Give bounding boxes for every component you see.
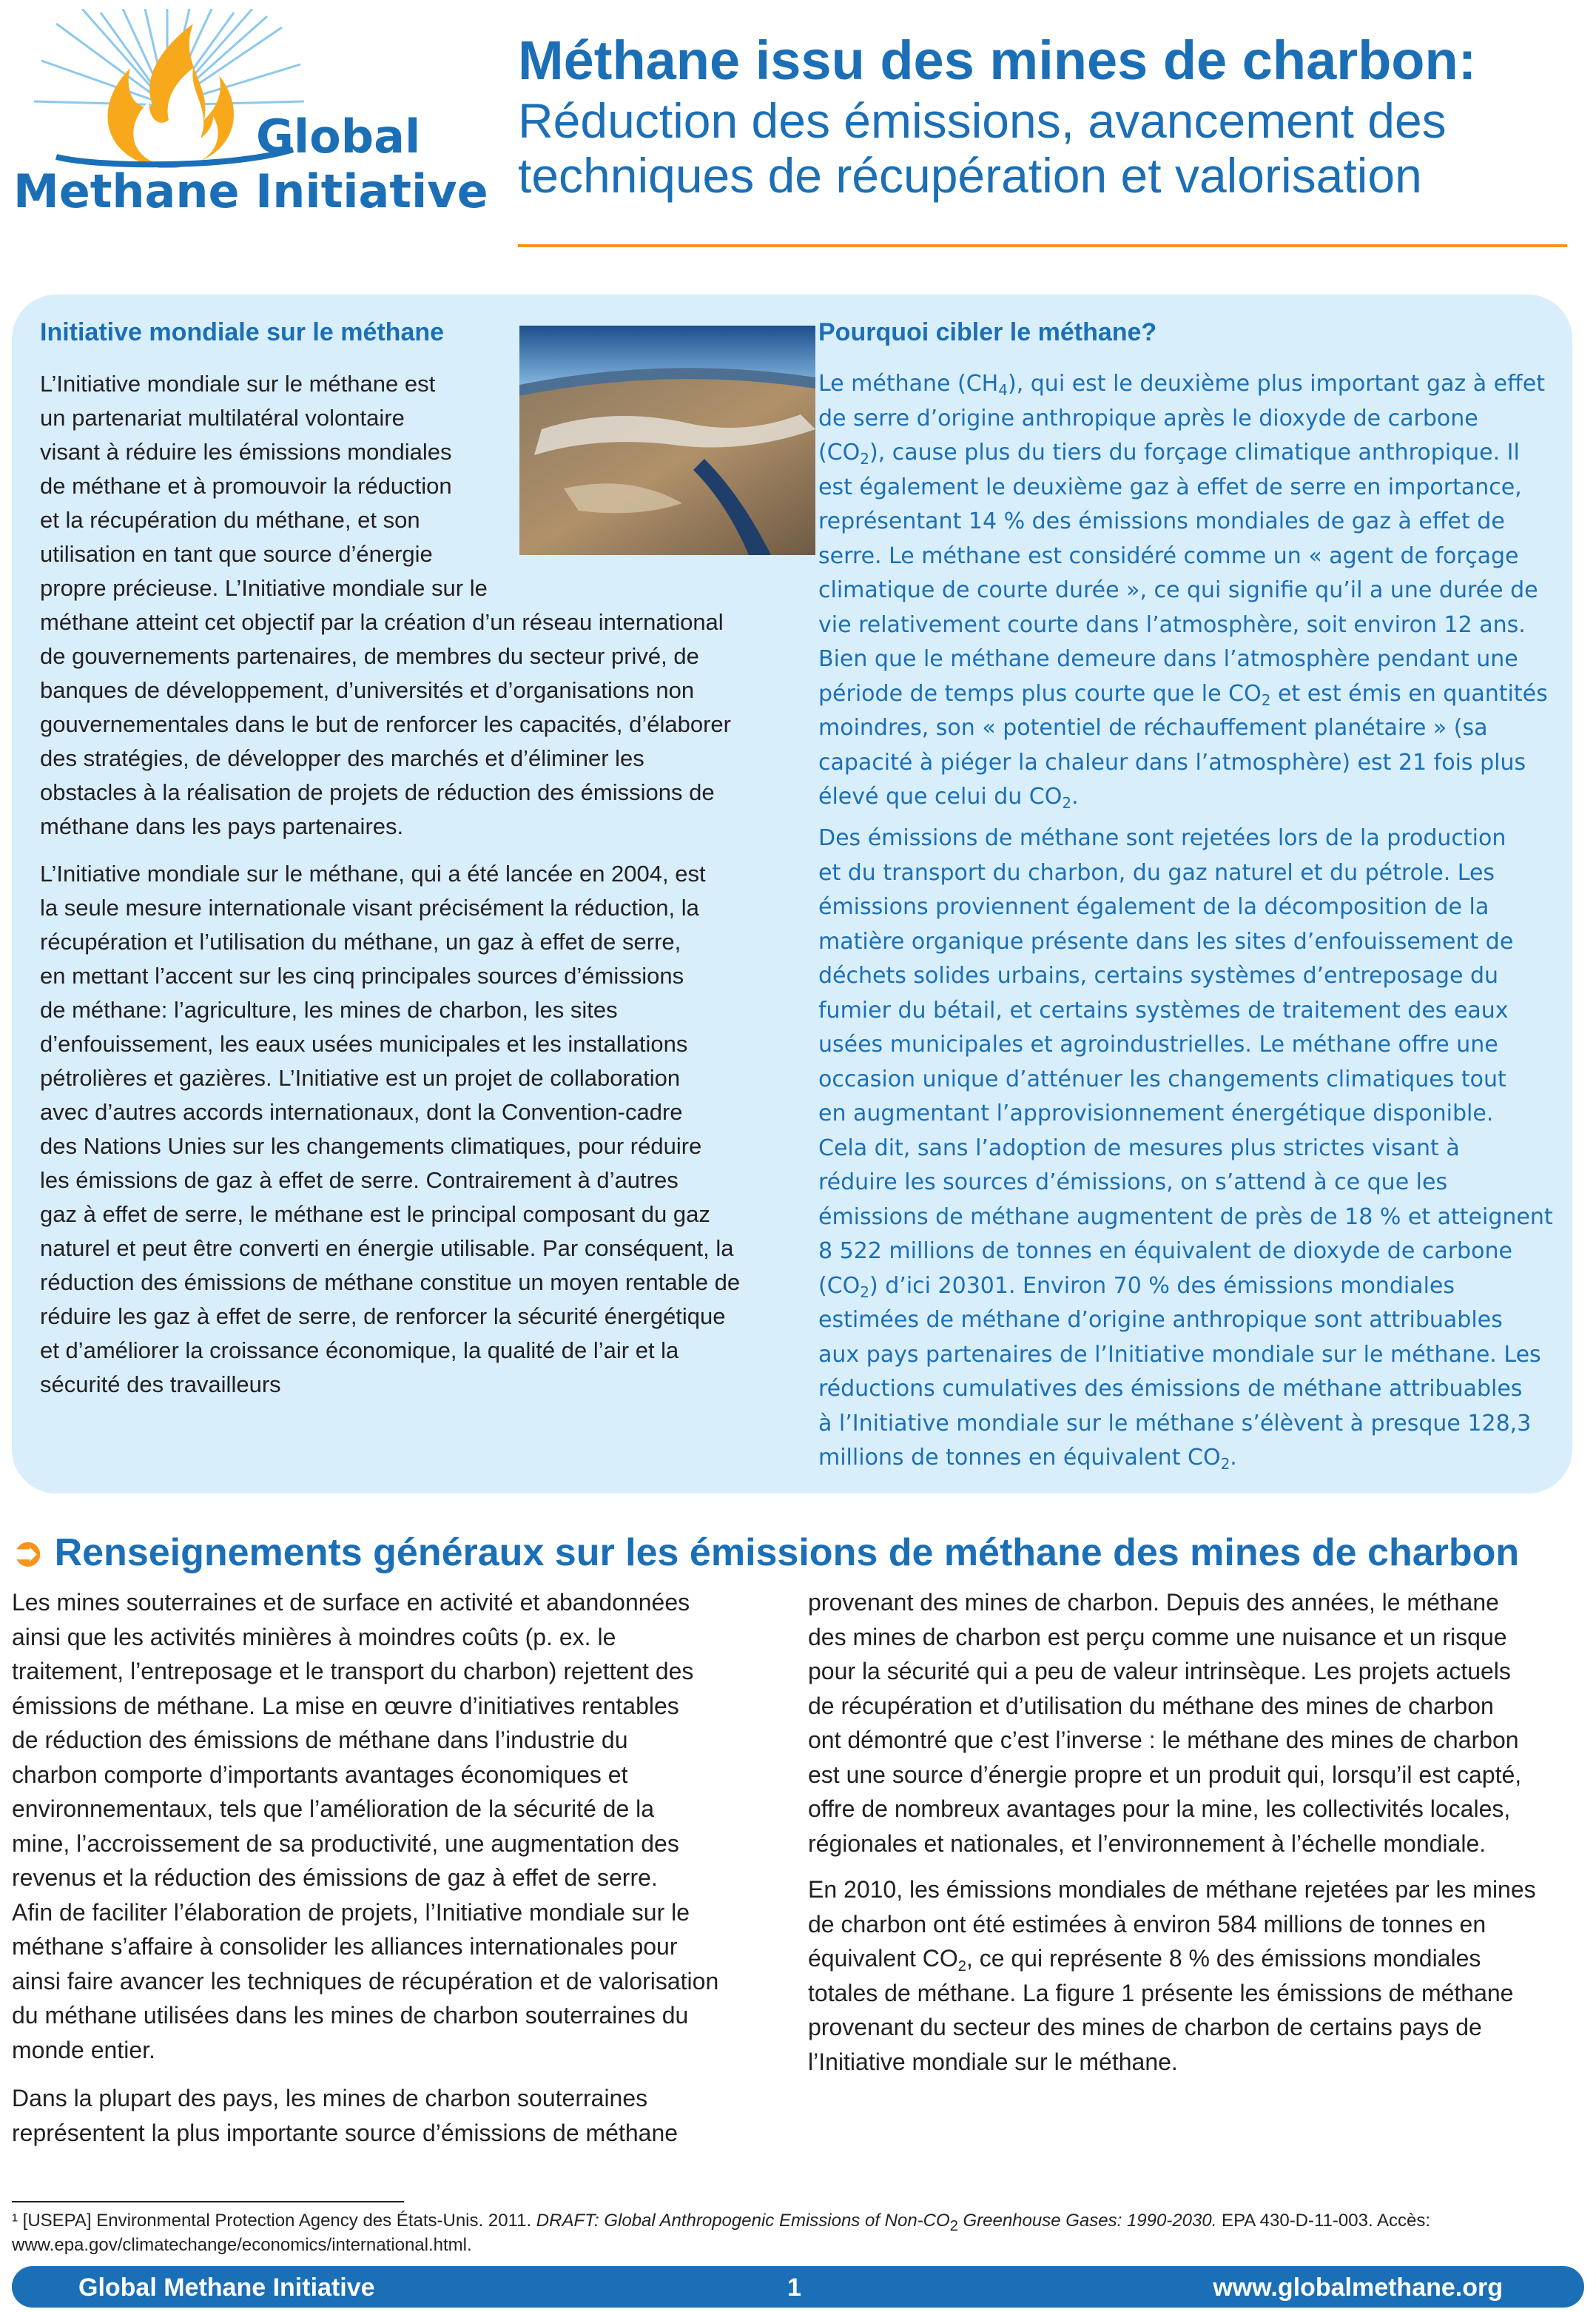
text-line: matière organique présente dans les sites d’enfouissement de — [818, 928, 1514, 955]
text-line: réduction des émissions de méthane constitue un moyen rentable de — [40, 1269, 741, 1295]
text-line: récupération et l’utilisation du méthane, un gaz à effet de serre, — [40, 929, 681, 955]
text-line: d’enfouissement, les eaux usées municipales et les installations — [40, 1031, 688, 1057]
text-line: provenant du secteur des mines de charbon de certains pays de — [808, 2014, 1482, 2040]
page-number: 1 — [787, 2274, 801, 2302]
subscript: 2 — [1220, 1455, 1230, 1473]
why-heading: Pourquoi cibler le méthane? — [818, 318, 1157, 346]
text-line: utilisation en tant que source d’énergie — [40, 541, 433, 567]
text-line: période de temps plus courte que le CO — [818, 680, 1262, 707]
title-divider — [518, 244, 1567, 247]
text-line: En 2010, les émissions mondiales de méthane rejetées par les mines — [808, 1876, 1536, 1903]
footnote-divider — [12, 2201, 404, 2202]
text-line: et est émis en quantités — [1270, 680, 1548, 707]
text-line: équivalent CO — [808, 1945, 958, 1972]
section-left-paragraph-1 — [12, 1585, 718, 2067]
text-line: charbon comporte d’importants avantages économiques et — [12, 1761, 628, 1788]
text-line: naturel et peut être converti en énergie utilisable. Par conséquent, la — [40, 1235, 734, 1261]
text-line: 8 522 millions de tonnes en équivalent de dioxyde de carbone — [818, 1238, 1512, 1264]
footnote-title: Greenhouse Gases: 1990-2030. — [957, 2211, 1217, 2231]
text-line: méthane dans les pays partenaires. — [40, 813, 404, 839]
initiative-heading: Initiative mondiale sur le méthane — [40, 318, 445, 346]
text-line: moindres, son « potentiel de réchauffement planétaire » (sa — [818, 715, 1488, 741]
text-line: de charbon ont été estimées à environ 584 millions de tonnes en — [808, 1910, 1486, 1938]
text-line: des mines de charbon est perçu comme une nuisance et un risque — [808, 1623, 1507, 1650]
footer-website-link[interactable]: www.globalmethane.org — [1213, 2274, 1503, 2302]
text-line: vie relativement courte dans l’atmosphère, soit environ 12 ans. — [818, 611, 1526, 638]
text-line: élevé que celui du CO — [818, 784, 1063, 810]
text-line: méthane atteint cet objectif par la création d’un réseau international — [40, 609, 724, 635]
text-line: ainsi que les activités minières à moindres coûts (p. ex. le — [12, 1623, 616, 1650]
text-line: fumier du bétail, et certains systèmes de traitement des eaux — [818, 997, 1509, 1024]
footnote-title: DRAFT: Global Anthropogenic Emissions of Non-CO — [536, 2211, 950, 2231]
text-line: ) d’ici 20301. Environ 70 % des émissions mondiales — [869, 1272, 1455, 1299]
initiative-paragraph-2 — [40, 857, 740, 1402]
text-line: et la récupération du méthane, et son — [40, 507, 420, 533]
text-line: monde entier. — [12, 2036, 155, 2063]
text-line: de gouvernements partenaires, de membres du secteur privé, de — [40, 643, 699, 669]
text-line: millions de tonnes en équivalent CO — [818, 1445, 1221, 1471]
text-line: réduire les gaz à effet de serre, de renforcer la sécurité énergétique — [40, 1303, 726, 1329]
text-line: mine, l’accroissement de sa productivité, une augmentation des — [12, 1829, 679, 1857]
text-line: climatique de courte durée », ce qui signifie qu’il a une durée de — [818, 577, 1538, 603]
text-line: Cela dit, sans l’adoption de mesures plus strictes visant à — [818, 1135, 1460, 1161]
logo-text-methane-initiative: Methane Initiative — [13, 164, 488, 218]
text-line: serre. Le méthane est considéré comme un « agent de forçage — [818, 542, 1519, 569]
text-line: de méthane et à promouvoir la réduction — [40, 473, 452, 499]
text-line: Afin de faciliter l’élaboration de projets, l’Initiative mondiale sur le — [12, 1898, 690, 1926]
text-line: représentant 14 % des émissions mondiales de gaz à effet de — [818, 508, 1505, 534]
section-right-paragraph-2 — [808, 1872, 1536, 2079]
logo-text-global: Global — [256, 110, 421, 164]
text-line: L’Initiative mondiale sur le méthane, qui a été lancée en 2004, est — [40, 861, 706, 887]
text-line: de réduction des émissions de méthane dans l’industrie du — [12, 1727, 628, 1753]
text-line: et du transport du charbon, du gaz naturel et du pétrole. Les — [818, 859, 1495, 886]
text-line: pour la sécurité qui a peu de valeur intrinsèque. Les projets actuels — [808, 1658, 1511, 1684]
text-line: (CO — [818, 1272, 861, 1299]
page-title — [518, 28, 1569, 203]
footnote-url[interactable]: www.epa.gov/climatechange/economics/international.html. — [12, 2235, 472, 2255]
text-line: représentent la plus importante source d’émissions de méthane — [12, 2119, 679, 2146]
text-line: de serre d’origine anthropique après le dioxyde de carbone — [818, 405, 1478, 431]
subscript: 2 — [1261, 690, 1271, 709]
text-line: réductions cumulatives des émissions de méthane attribuables — [818, 1376, 1523, 1402]
text-line: totales de méthane. La figure 1 présente les émissions de méthane — [808, 1979, 1514, 2006]
text-line: est une source d’énergie propre et un produit qui, lorsqu’il est capté, — [808, 1761, 1522, 1788]
text-line: émissions de méthane. La mise en œuvre d’initiatives rentables — [12, 1692, 679, 1719]
text-line: . — [1230, 1445, 1237, 1471]
subscript: 2 — [949, 2218, 958, 2234]
text-line: des stratégies, de développer des marchés et d’éliminer les — [40, 745, 644, 771]
title-main: Méthane issu des mines de charbon: — [518, 30, 1477, 91]
section-heading-text: Renseignements généraux sur les émissions de méthane des mines de charbon — [54, 1531, 1520, 1574]
text-line: obstacles à la réalisation de projets de réduction des émissions de — [40, 779, 715, 805]
section-heading — [12, 1530, 1519, 1575]
text-line: estimées de méthane d’origine anthropique sont attribuables — [818, 1307, 1503, 1333]
text-line: banques de développement, d’universités et d’organisations non — [40, 677, 695, 703]
text-line: l’Initiative mondiale sur le méthane. — [808, 2048, 1178, 2075]
why-paragraph-1 — [818, 367, 1548, 815]
footnote-text: ¹ [USEPA] Environmental Protection Agency des États-Unis. 2011. — [12, 2211, 536, 2231]
section-left-paragraph-2 — [12, 2081, 678, 2150]
text-line: émissions proviennent également de la décomposition de la — [818, 894, 1489, 920]
text-line: ), qui est le deuxième plus important gaz à effet — [1007, 371, 1545, 397]
subscript: 2 — [860, 1283, 869, 1301]
text-line: occasion unique d’atténuer les changements climatiques tout — [818, 1066, 1506, 1092]
title-subtitle-line: techniques de récupération et valorisation — [518, 148, 1422, 203]
text-line: ainsi faire avancer les techniques de récupération et de valorisation — [12, 1967, 719, 1995]
page-footer — [12, 2266, 1584, 2308]
text-line: Le méthane (CH — [818, 371, 999, 397]
text-line: gaz à effet de serre, le méthane est le principal composant du gaz — [40, 1201, 710, 1227]
text-line: en mettant l’accent sur les cinq principales sources d’émissions — [40, 963, 684, 989]
subscript: 4 — [998, 381, 1008, 399]
subscript: 2 — [860, 450, 869, 468]
text-line: offre de nombreux avantages pour la mine, les collectivités locales, — [808, 1795, 1511, 1822]
text-line: L’Initiative mondiale sur le méthane est — [40, 371, 436, 397]
text-line: des Nations Unies sur les changements climatiques, pour réduire — [40, 1133, 702, 1159]
text-line: Des émissions de méthane sont rejetées lors de la production — [818, 825, 1506, 851]
text-line: capacité à piéger la chaleur dans l’atmosphère) est 21 fois plus — [818, 749, 1526, 776]
text-line: en augmentant l’approvisionnement énergétique disponible. — [818, 1100, 1494, 1126]
text-line: sécurité des travailleurs — [40, 1371, 281, 1397]
text-line: gouvernementales dans le but de renforcer les capacités, d’élaborer — [40, 711, 731, 737]
footnote — [12, 2208, 1430, 2257]
text-line: . — [1071, 784, 1079, 810]
text-line: provenant des mines de charbon. Depuis des années, le méthane — [808, 1589, 1499, 1616]
text-line: émissions de méthane augmentent de près de 18 % et atteignent — [818, 1203, 1553, 1230]
text-line: du méthane utilisées dans les mines de charbon souterraines du — [12, 2002, 689, 2029]
text-line: , ce qui représente 8 % des émissions mondiales — [966, 1945, 1481, 1972]
subscript: 2 — [957, 1958, 966, 1975]
text-line: est également le deuxième gaz à effet de serre en importance, — [818, 474, 1522, 500]
text-line: ), cause plus du tiers du forçage climatique anthropique. Il — [869, 440, 1520, 466]
text-line: à l’Initiative mondiale sur le méthane s’élèvent à presque 128,3 — [818, 1410, 1532, 1436]
initiative-paragraph-1 — [40, 367, 731, 844]
footer-org-name: Global Methane Initiative — [78, 2274, 375, 2302]
text-line: environnementaux, tels que l’amélioration de la sécurité de la — [12, 1795, 655, 1822]
footnote-text: EPA 430-D-11-003. Accès: — [1216, 2211, 1430, 2231]
text-line: Dans la plupart des pays, les mines de charbon souterraines — [12, 2085, 648, 2111]
text-line: de méthane: l’agriculture, les mines de charbon, les sites — [40, 997, 618, 1023]
text-line: de récupération et d’utilisation du méthane des mines de charbon — [808, 1692, 1494, 1719]
text-line: (CO — [818, 440, 861, 466]
text-line: pétrolières et gazières. L’Initiative est un projet de collaboration — [40, 1065, 681, 1091]
section-right-paragraph-1 — [808, 1585, 1521, 1861]
why-paragraph-2 — [818, 821, 1553, 1476]
text-line: méthane s’affaire à consolider les alliances internationales pour — [12, 1933, 678, 1960]
text-line: les émissions de gaz à effet de serre. Contrairement à d’autres — [40, 1167, 679, 1193]
arrow-icon: ➲ — [12, 1531, 44, 1574]
text-line: revenus et la réduction des émissions de gaz à effet de serre. — [12, 1864, 658, 1891]
text-line: usées municipales et agroindustrielles. Le méthane offre une — [818, 1032, 1498, 1058]
text-line: et d’améliorer la croissance économique, la qualité de l’air et la — [40, 1337, 679, 1363]
text-line: un partenariat multilatéral volontaire — [40, 405, 405, 431]
text-line: traitement, l’entreposage et le transport du charbon) rejettent des — [12, 1658, 694, 1684]
subscript: 2 — [1062, 794, 1072, 812]
text-line: avec d’autres accords internationaux, dont la Convention-cadre — [40, 1099, 683, 1125]
text-line: ont démontré que c’est l’inverse : le méthane des mines de charbon — [808, 1727, 1519, 1753]
text-line: réduire les sources d’émissions, on s’attend à ce que les — [818, 1169, 1448, 1195]
text-line: régionales et nationales, et l’environnement à l’échelle mondiale. — [808, 1829, 1486, 1857]
text-line: la seule mesure internationale visant précisément la réduction, la — [40, 895, 699, 921]
title-subtitle-line: Réduction des émissions, avancement des — [518, 93, 1447, 148]
text-line: propre précieuse. L’Initiative mondiale sur le — [40, 575, 488, 601]
text-line: Les mines souterraines et de surface en activité et abandonnées — [12, 1589, 690, 1616]
text-line: aux pays partenaires de l’Initiative mondiale sur le méthane. Les — [818, 1341, 1541, 1368]
text-line: déchets solides urbains, certains systèmes d’entreposage du — [818, 963, 1499, 989]
text-line: Bien que le méthane demeure dans l’atmosphère pendant une — [818, 646, 1518, 672]
text-line: visant à réduire les émissions mondiales — [40, 439, 452, 465]
